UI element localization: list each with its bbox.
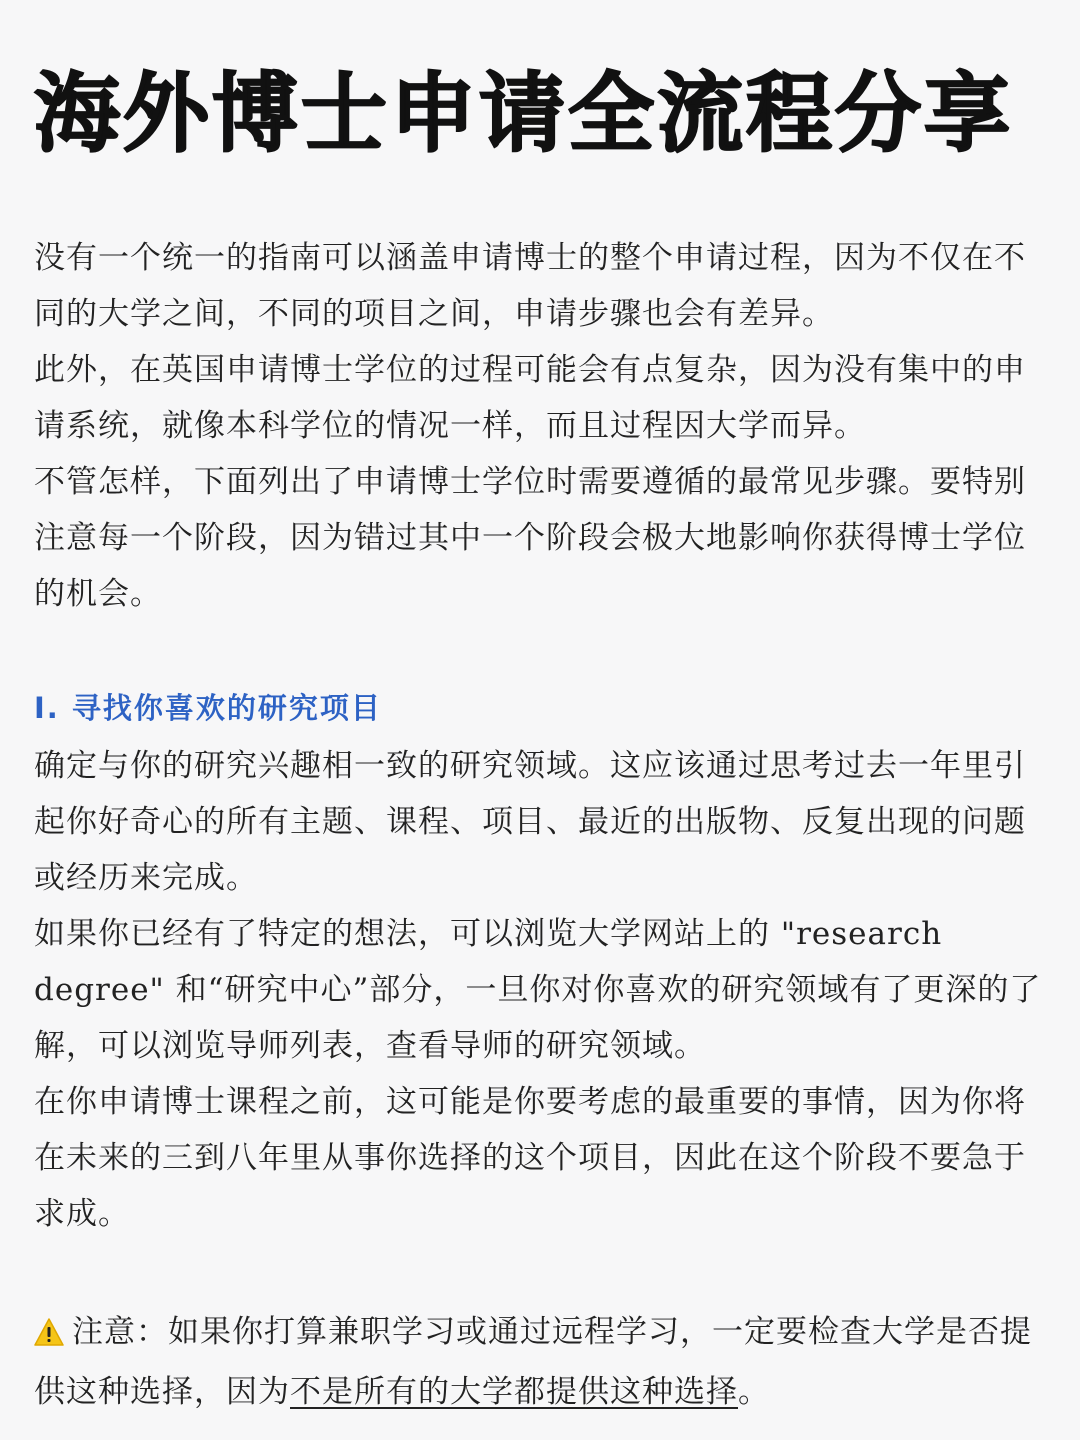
note-text-end: 。 bbox=[738, 1374, 770, 1410]
intro-paragraph: 此外，在英国申请博士学位的过程可能会有点复杂，因为没有集中的申请系统，就像本科学位的情况一样，而且过程因大学而异。 bbox=[34, 352, 1026, 444]
section-body bbox=[34, 738, 1044, 1242]
section-paragraph: 确定与你的研究兴趣相一致的研究领域。这应该通过思考过去一年里引起你好奇心的所有主题、课程、项目、最近的出版物、反复出现的问题或经历来完成。 bbox=[34, 748, 1026, 896]
note-underlined-text: 不是所有的大学都提供这种选择 bbox=[290, 1374, 738, 1410]
warning-icon bbox=[34, 1308, 64, 1364]
section-paragraph: 如果你已经有了特定的想法，可以浏览大学网站上的 "research degree" 和“研究中心”部分，一旦你对你喜欢的研究领域有了更深的了解，可以浏览导师列表，查看导师的研究领域。 bbox=[34, 916, 1042, 1064]
note-text: 注意：如果你打算兼职学习或通过远程学习，一定要检查大学是否提供这种选择，因为 bbox=[34, 1314, 1032, 1410]
section-paragraph: 在你申请博士课程之前，这可能是你要考虑的最重要的事情，因为你将在未来的三到八年里从事你选择的这个项目，因此在这个阶段不要急于求成。 bbox=[34, 1084, 1026, 1232]
intro-paragraph: 不管怎样，下面列出了申请博士学位时需要遵循的最常见步骤。要特别注意每一个阶段，因为错过其中一个阶段会极大地影响你获得博士学位的机会。 bbox=[34, 464, 1026, 612]
section-heading: Ⅰ. 寻找你喜欢的研究项目 bbox=[34, 691, 382, 725]
page-title: 海外博士申请全流程分享 bbox=[34, 64, 1013, 164]
intro-paragraph: 没有一个统一的指南可以涵盖申请博士的整个申请过程，因为不仅在不同的大学之间，不同的项目之间，申请步骤也会有差异。 bbox=[34, 240, 1026, 332]
intro-section bbox=[34, 230, 1044, 622]
warning-note bbox=[34, 1304, 1044, 1420]
